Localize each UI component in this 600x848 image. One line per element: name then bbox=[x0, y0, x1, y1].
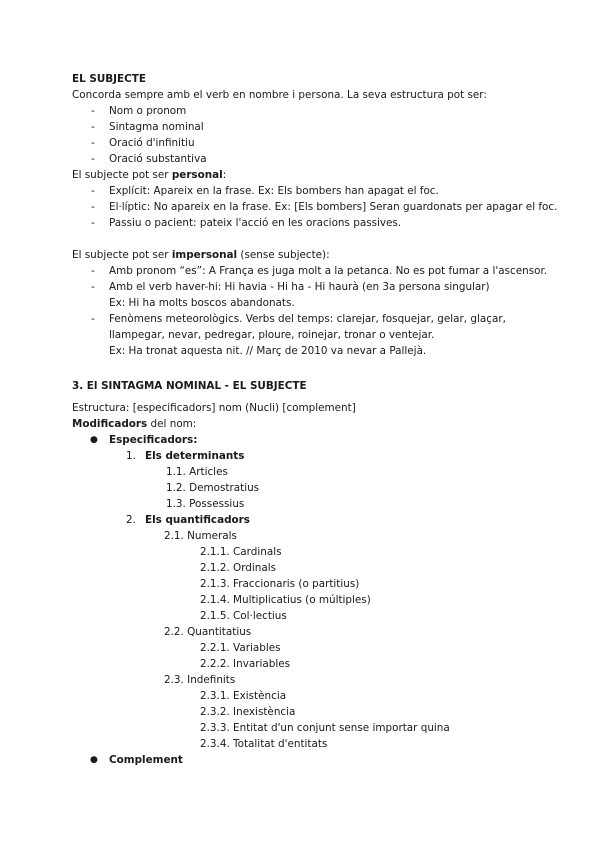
list-item: 2.1.4. Multiplicatius (o múltiples) bbox=[200, 594, 371, 606]
dash-bullet: - bbox=[91, 105, 95, 117]
dash-bullet: - bbox=[91, 153, 95, 165]
list-item: Sintagma nominal bbox=[109, 121, 204, 133]
list-item: Oració d'infinitiu bbox=[109, 137, 195, 149]
dash-bullet: - bbox=[91, 201, 95, 213]
dash-bullet: - bbox=[91, 121, 95, 133]
list-item: 2.1.2. Ordinals bbox=[200, 562, 277, 574]
impersonal-heading-bold: impersonal bbox=[171, 249, 238, 261]
list-item-continuation: llampegar, nevar, pedregar, ploure, roinejar, tronar o ventejar. bbox=[109, 329, 435, 341]
list-item: 2.3.1. Existència bbox=[200, 690, 287, 702]
impersonal-heading-post: (sense subjecte): bbox=[237, 249, 330, 261]
list-item: 2.3. Indefinits bbox=[164, 674, 236, 686]
list-item: 2.3.4. Totalitat d'entitats bbox=[200, 738, 328, 750]
bullet-dot: ● bbox=[90, 435, 98, 445]
dash-bullet: - bbox=[91, 265, 95, 277]
list-item: 1.2. Demostratius bbox=[166, 482, 260, 494]
impersonal-heading-pre: El subjecte pot ser bbox=[72, 249, 172, 261]
list-item: 2.3.3. Entitat d'un conjunt sense importar quina bbox=[200, 722, 450, 734]
section-title-sintagma: 3. El SINTAGMA NOMINAL - EL SUBJECTE bbox=[72, 380, 307, 392]
list-item-continuation: Ex: Hi ha molts boscos abandonats. bbox=[109, 297, 295, 309]
list-item: Fenòmens meteorològics. Verbs del temps: clarejar, fosquejar, gelar, glaçar, bbox=[109, 313, 506, 325]
list-item: 1.3. Possessius bbox=[166, 498, 245, 510]
list-number: 1. bbox=[126, 450, 136, 462]
personal-heading-bold: personal bbox=[171, 169, 223, 181]
list-item: 2.1.1. Cardinals bbox=[200, 546, 282, 558]
list-item: 2.2. Quantitatius bbox=[164, 626, 252, 638]
quantificadors-heading: Els quantificadors bbox=[145, 514, 250, 526]
list-item: Amb el verb haver-hi: Hi havia - Hi ha - Hi haurà (en 3a persona singular) bbox=[109, 281, 490, 293]
list-item: Nom o pronom bbox=[109, 105, 187, 117]
list-item: El·líptic: No apareix en la frase. Ex: [Els bombers] Seran guardonats per apagar el foc. bbox=[109, 201, 558, 213]
personal-heading-pre: El subjecte pot ser bbox=[72, 169, 172, 181]
dash-bullet: - bbox=[91, 217, 95, 229]
list-item: Passiu o pacient: pateix l'acció en les oracions passives. bbox=[109, 217, 402, 229]
list-item: 2.1.5. Col·lectius bbox=[200, 610, 287, 622]
list-item: 2.2.1. Variables bbox=[200, 642, 281, 654]
dash-bullet: - bbox=[91, 313, 95, 325]
list-item-continuation: Ex: Ha tronat aquesta nit. // Març de 2010 va nevar a Pallejà. bbox=[109, 345, 427, 357]
list-number: 2. bbox=[126, 514, 136, 526]
modifiers-rest: del nom: bbox=[147, 418, 197, 430]
personal-heading bbox=[72, 167, 226, 183]
modifiers-bold: Modificadors bbox=[72, 418, 148, 430]
personal-heading-post: : bbox=[222, 169, 227, 181]
impersonal-heading bbox=[72, 247, 330, 263]
list-item: 1.1. Articles bbox=[166, 466, 228, 478]
intro-paragraph: Concorda sempre amb el verb en nombre i persona. La seva estructura pot ser: bbox=[72, 89, 487, 101]
list-item: Oració substantiva bbox=[109, 153, 207, 165]
list-item: 2.1.3. Fraccionaris (o partitius) bbox=[200, 578, 360, 590]
bullet-dot: ● bbox=[90, 755, 98, 765]
structure-line: Estructura: [especificadors] nom (Nucli) [complement] bbox=[72, 402, 356, 414]
list-item: 2.2.2. Invariables bbox=[200, 658, 291, 670]
list-item: Explícit: Apareix en la frase. Ex: Els bombers han apagat el foc. bbox=[109, 185, 439, 197]
modifiers-line bbox=[72, 416, 196, 432]
dash-bullet: - bbox=[91, 281, 95, 293]
list-item: Amb pronom “es”: A França es juga molt a la petanca. No es pot fumar a l'ascensor. bbox=[109, 265, 548, 277]
determinants-heading: Els determinants bbox=[145, 450, 245, 462]
dash-bullet: - bbox=[91, 137, 95, 149]
section-title-subjecte: EL SUBJECTE bbox=[72, 73, 146, 85]
list-item: 2.1. Numerals bbox=[164, 530, 237, 542]
complement-heading: Complement bbox=[109, 754, 183, 766]
list-item: 2.3.2. Inexistència bbox=[200, 706, 296, 718]
dash-bullet: - bbox=[91, 185, 95, 197]
especificadors-heading: Especificadors: bbox=[109, 434, 198, 446]
